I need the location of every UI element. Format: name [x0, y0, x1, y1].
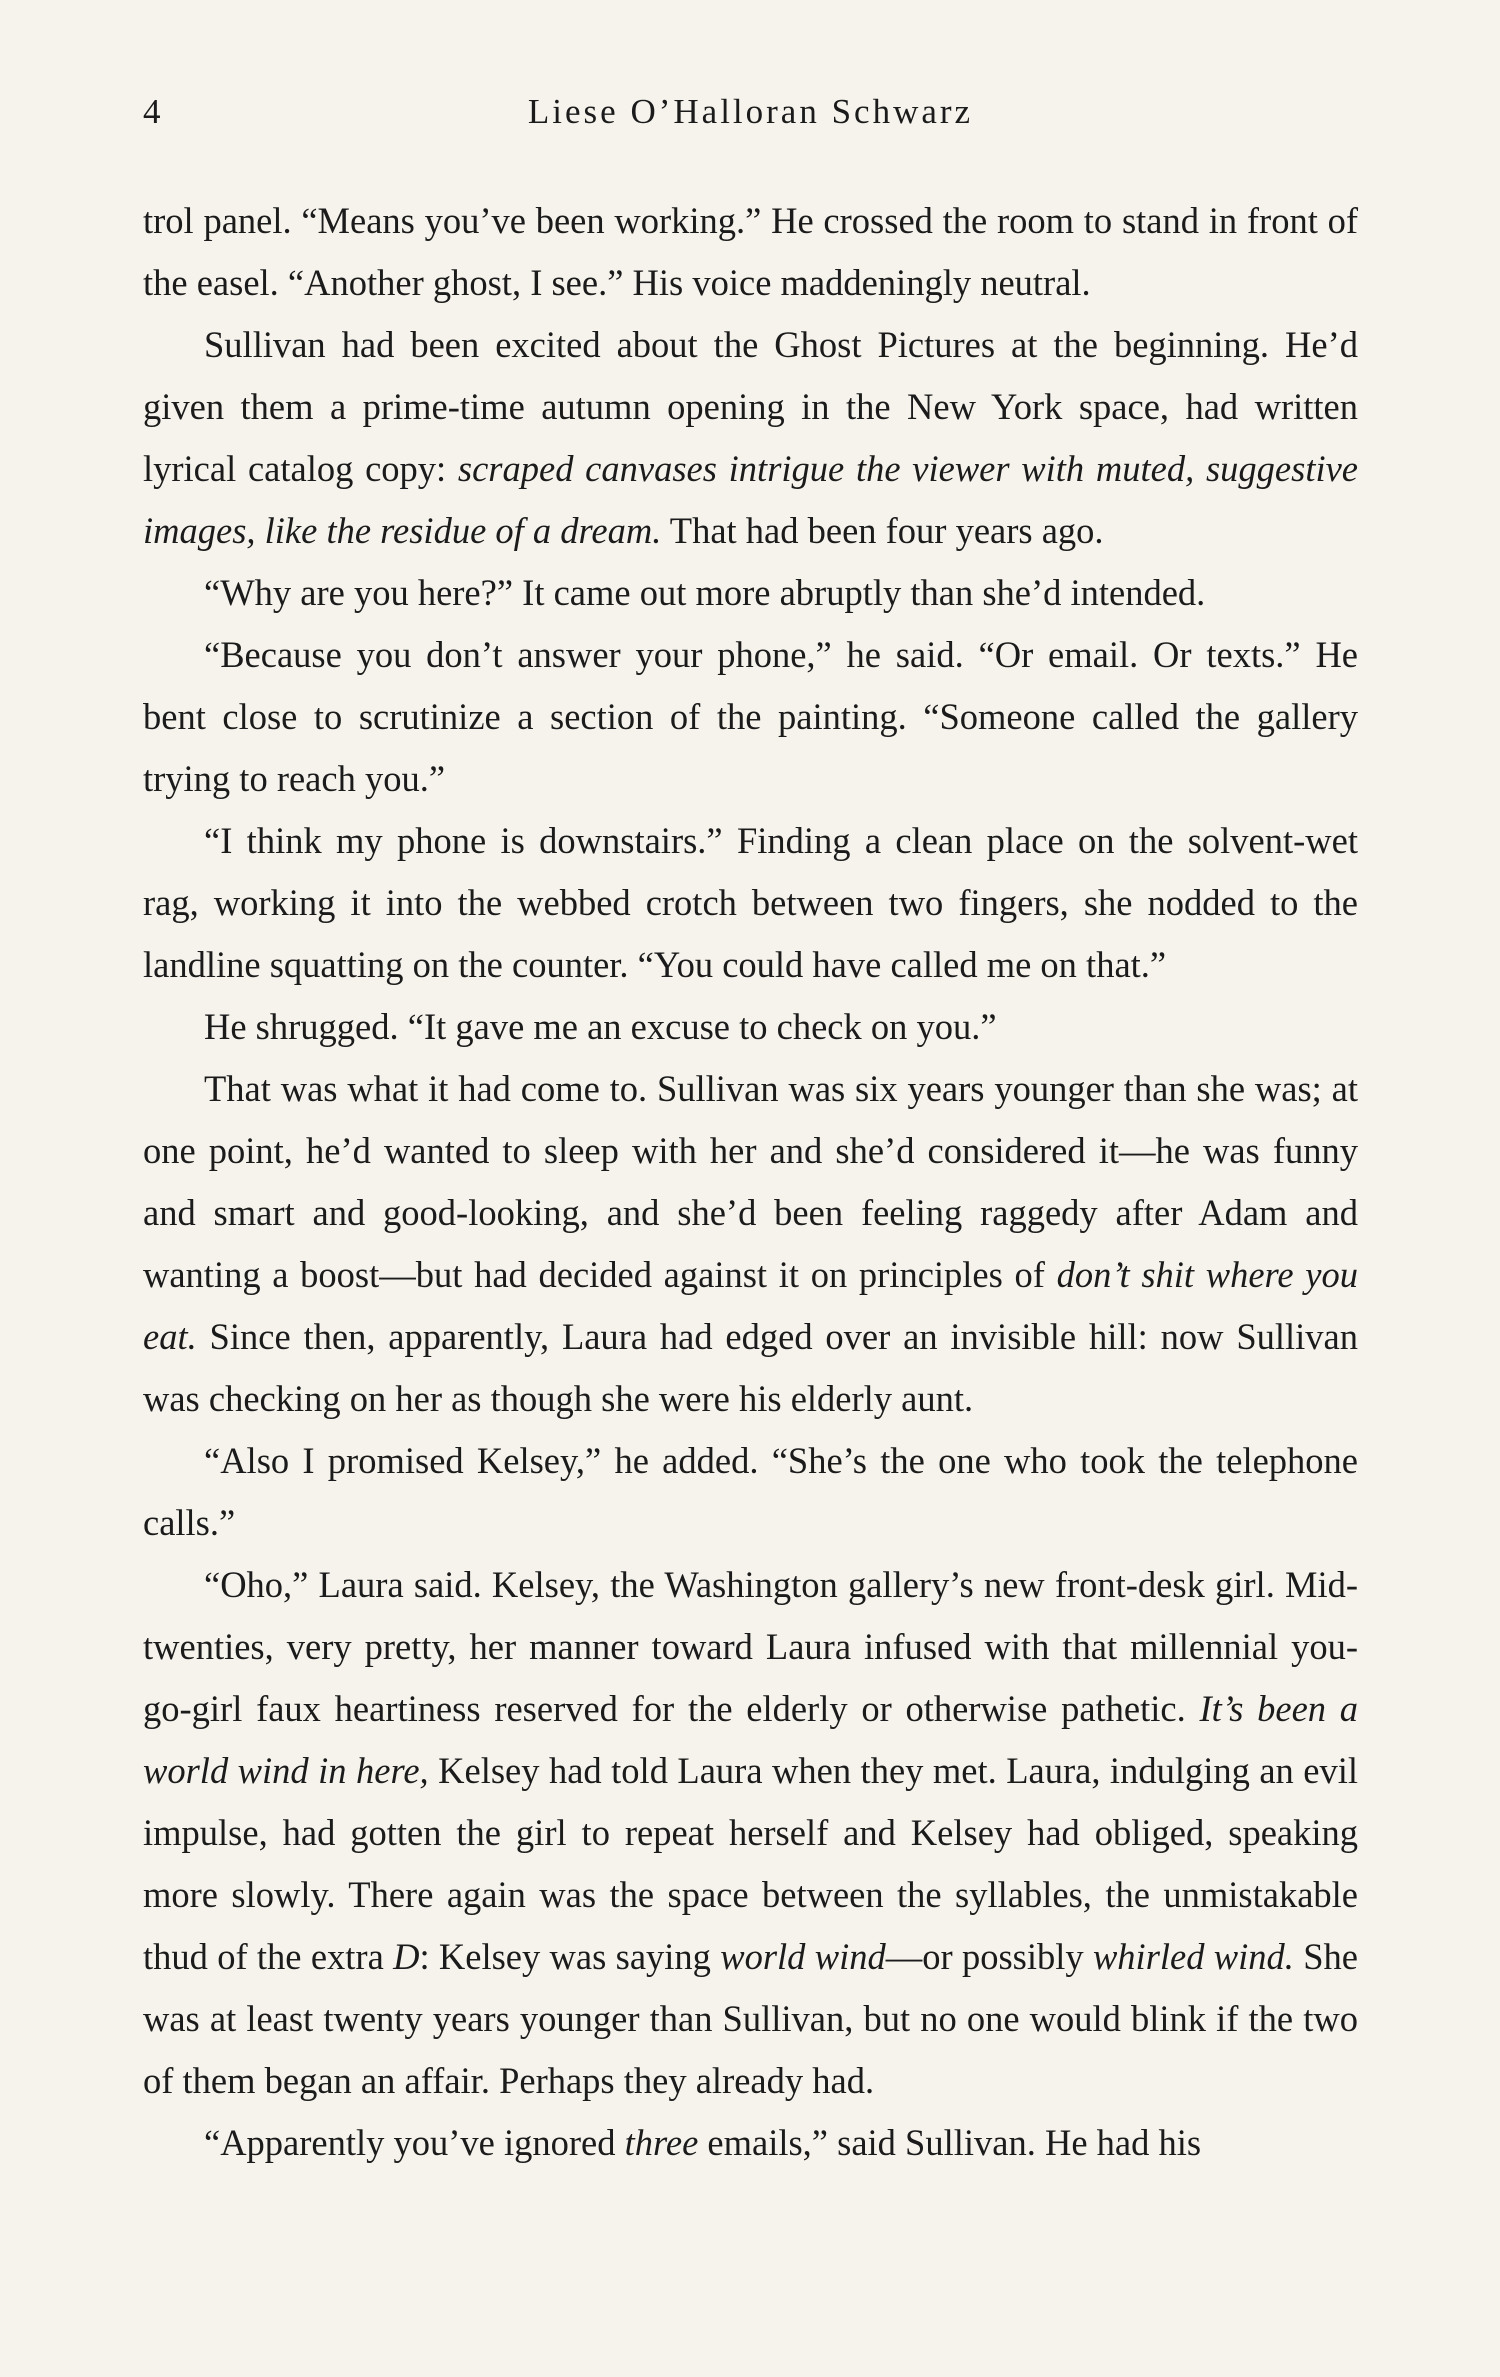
text-run: “Oho,” Laura said. Kelsey, the Washington gallery’s new front-desk girl. Mid-twenties, very pretty, her manner toward Laura infused with that millennial you-go-girl faux heartiness reserved for the elderly or otherwise pathetic.: [143, 1564, 1358, 1729]
text-run: emails,” said Sullivan. He had his: [698, 2122, 1202, 2163]
text-run: She was at least twenty years younger than Sullivan, but no one would blink if the two of them began an affair. Perhaps they already had.: [143, 1936, 1358, 2101]
text-run: Since then, apparently, Laura had edged over an invisible hill: now Sullivan was checking on her as though she were his elderly aunt.: [143, 1316, 1358, 1419]
text-run: trol panel. “Means you’ve been working.” He crossed the room to stand in front of the easel. “Another ghost, I see.” His voice maddeningly neutral.: [143, 200, 1358, 303]
text-run: “Apparently you’ve ignored: [204, 2122, 625, 2163]
text-run: That was what it had come to. Sullivan was six years younger than she was; at one point, he’d wanted to sleep with her and she’d considered it—he was funny and smart and good-looking, and she’d been feeling raggedy after Adam and wanting a boost—but had decided against it on principles of: [143, 1068, 1358, 1295]
italic-text: don’t shit where you eat.: [143, 1254, 1358, 1357]
author-name: Liese O’Halloran Schwarz: [527, 92, 974, 131]
italic-text: whirled wind.: [1092, 1936, 1294, 1977]
paragraph: [143, 314, 1358, 562]
text-run: : Kelsey was saying: [419, 1936, 721, 1977]
paragraph: [143, 810, 1358, 996]
text-run: Sullivan had been excited about the Ghost Pictures at the beginning. He’d given them a prime-time autumn opening in the New York space, had written lyrical catalog copy:: [143, 324, 1358, 489]
body-text: [143, 190, 1358, 2174]
paragraph: [143, 624, 1358, 810]
paragraph: [143, 1554, 1358, 2112]
paragraph: [143, 562, 1358, 624]
paragraph: [143, 2112, 1358, 2174]
running-head: [143, 92, 1358, 142]
italic-text: world wind: [720, 1936, 886, 1977]
text-run: “I think my phone is downstairs.” Finding a clean place on the solvent-wet rag, working it into the webbed crotch between two fingers, she nodded to the landline squatting on the counter. “You could have called me on that.”: [143, 820, 1358, 985]
paragraph: [143, 1058, 1358, 1430]
text-run: —or possibly: [885, 1936, 1093, 1977]
text-run: He shrugged. “It gave me an excuse to check on you.”: [204, 1006, 997, 1047]
text-run: “Why are you here?” It came out more abruptly than she’d intended.: [204, 572, 1206, 613]
text-run: “Because you don’t answer your phone,” he said. “Or email. Or texts.” He bent close to scrutinize a section of the painting. “Someone called the gallery trying to reach you.”: [143, 634, 1358, 799]
text-run: That had been four years ago.: [661, 510, 1104, 551]
text-run: “Also I promised Kelsey,” he added. “She’s the one who took the telephone calls.”: [143, 1440, 1358, 1543]
italic-text: three: [624, 2122, 699, 2163]
italic-text: scraped canvases intrigue the viewer with muted, suggestive images, like the residue of a dream.: [143, 448, 1359, 551]
italic-text: D: [393, 1936, 420, 1977]
paragraph: [143, 190, 1358, 314]
italic-text: It’s been a world wind in here,: [143, 1688, 1359, 1791]
page-number: 4: [143, 92, 162, 131]
paragraph: [143, 1430, 1358, 1554]
text-run: Kelsey had told Laura when they met. Laura, indulging an evil impulse, had gotten the girl to repeat herself and Kelsey had obliged, speaking more slowly. There again was the space between the syllables, the unmistakable thud of the extra: [143, 1750, 1359, 1977]
paragraph: [143, 996, 1358, 1058]
